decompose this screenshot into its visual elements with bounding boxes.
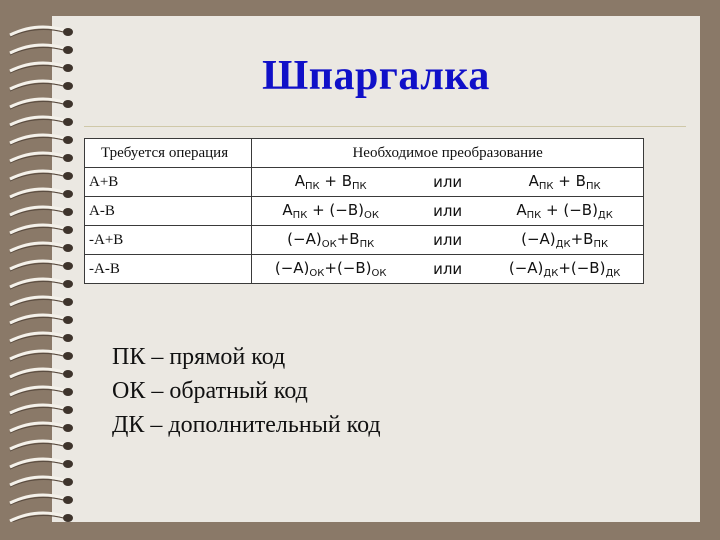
- spiral-ring-icon: [10, 297, 73, 307]
- spiral-ring-icon: [10, 99, 73, 109]
- table-row: [85, 226, 644, 255]
- spiral-ring-icon: [10, 513, 73, 522]
- table-row: [85, 197, 644, 226]
- legend: [112, 340, 381, 442]
- expression-cell: $(-А)_{ДК}+(-В)_{ДК}$: [486, 255, 643, 284]
- operation-cell: А+В: [85, 168, 252, 197]
- spiral-ring-icon: [10, 405, 73, 415]
- operation-cell: -А+В: [85, 226, 252, 255]
- legend-item-ok: ОК – обратный код: [112, 378, 308, 404]
- spiral-ring-icon: [10, 27, 73, 37]
- header-transformation: Необходимое преобразование: [252, 139, 644, 168]
- expression-cell: $А_{ПК} + (-В)_{ОК}$: [252, 197, 409, 226]
- or-cell: или: [409, 255, 486, 284]
- title-divider: [84, 126, 686, 127]
- expression-cell: $(-А)_{ОК}+(-В)_{ОК}$: [252, 255, 409, 284]
- legend-item-pk: ПК – прямой код: [112, 344, 286, 370]
- spiral-ring-icon: [10, 189, 73, 199]
- spiral-ring-icon: [10, 171, 73, 181]
- or-cell: или: [409, 226, 486, 255]
- expression-cell: $(-А)_{ОК}+В_{ПК}$: [252, 226, 409, 255]
- spiral-ring-icon: [10, 387, 73, 397]
- header-operation: Требуется операция: [85, 139, 252, 168]
- spiral-ring-icon: [10, 459, 73, 469]
- operation-cell: -А-В: [85, 255, 252, 284]
- spiral-ring-icon: [10, 153, 73, 163]
- spiral-ring-icon: [10, 279, 73, 289]
- slide-title: Шпаргалка: [262, 53, 490, 99]
- legend-item-dk: ДК – дополнительный код: [112, 412, 381, 438]
- spiral-ring-icon: [10, 225, 73, 235]
- cheatsheet-table: [84, 138, 644, 284]
- expression-cell: $А_{ПК} + (-В)_{ДК}$: [486, 197, 643, 226]
- spiral-ring-icon: [10, 441, 73, 451]
- spiral-ring-icon: [10, 477, 73, 487]
- spiral-ring-icon: [10, 495, 73, 505]
- or-cell: или: [409, 168, 486, 197]
- spiral-ring-icon: [10, 261, 73, 271]
- expression-cell: $А_{ПК} + В_{ПК}$: [252, 168, 409, 197]
- or-cell: или: [409, 197, 486, 226]
- spiral-ring-icon: [10, 315, 73, 325]
- spiral-ring-icon: [10, 333, 73, 343]
- spiral-ring-icon: [10, 243, 73, 253]
- spiral-ring-icon: [10, 369, 73, 379]
- spiral-ring-icon: [10, 135, 73, 145]
- spiral-ring-icon: [10, 117, 73, 127]
- expression-cell: $А_{ПК} + В_{ПК}$: [486, 168, 643, 197]
- operation-cell: А-В: [85, 197, 252, 226]
- table-header-row: [85, 139, 644, 168]
- spiral-ring-icon: [10, 207, 73, 217]
- table-row: [85, 168, 644, 197]
- table-row: [85, 255, 644, 284]
- spiral-ring-icon: [10, 423, 73, 433]
- expression-cell: $(-А)_{ДК}+В_{ПК}$: [486, 226, 643, 255]
- spiral-ring-icon: [10, 351, 73, 361]
